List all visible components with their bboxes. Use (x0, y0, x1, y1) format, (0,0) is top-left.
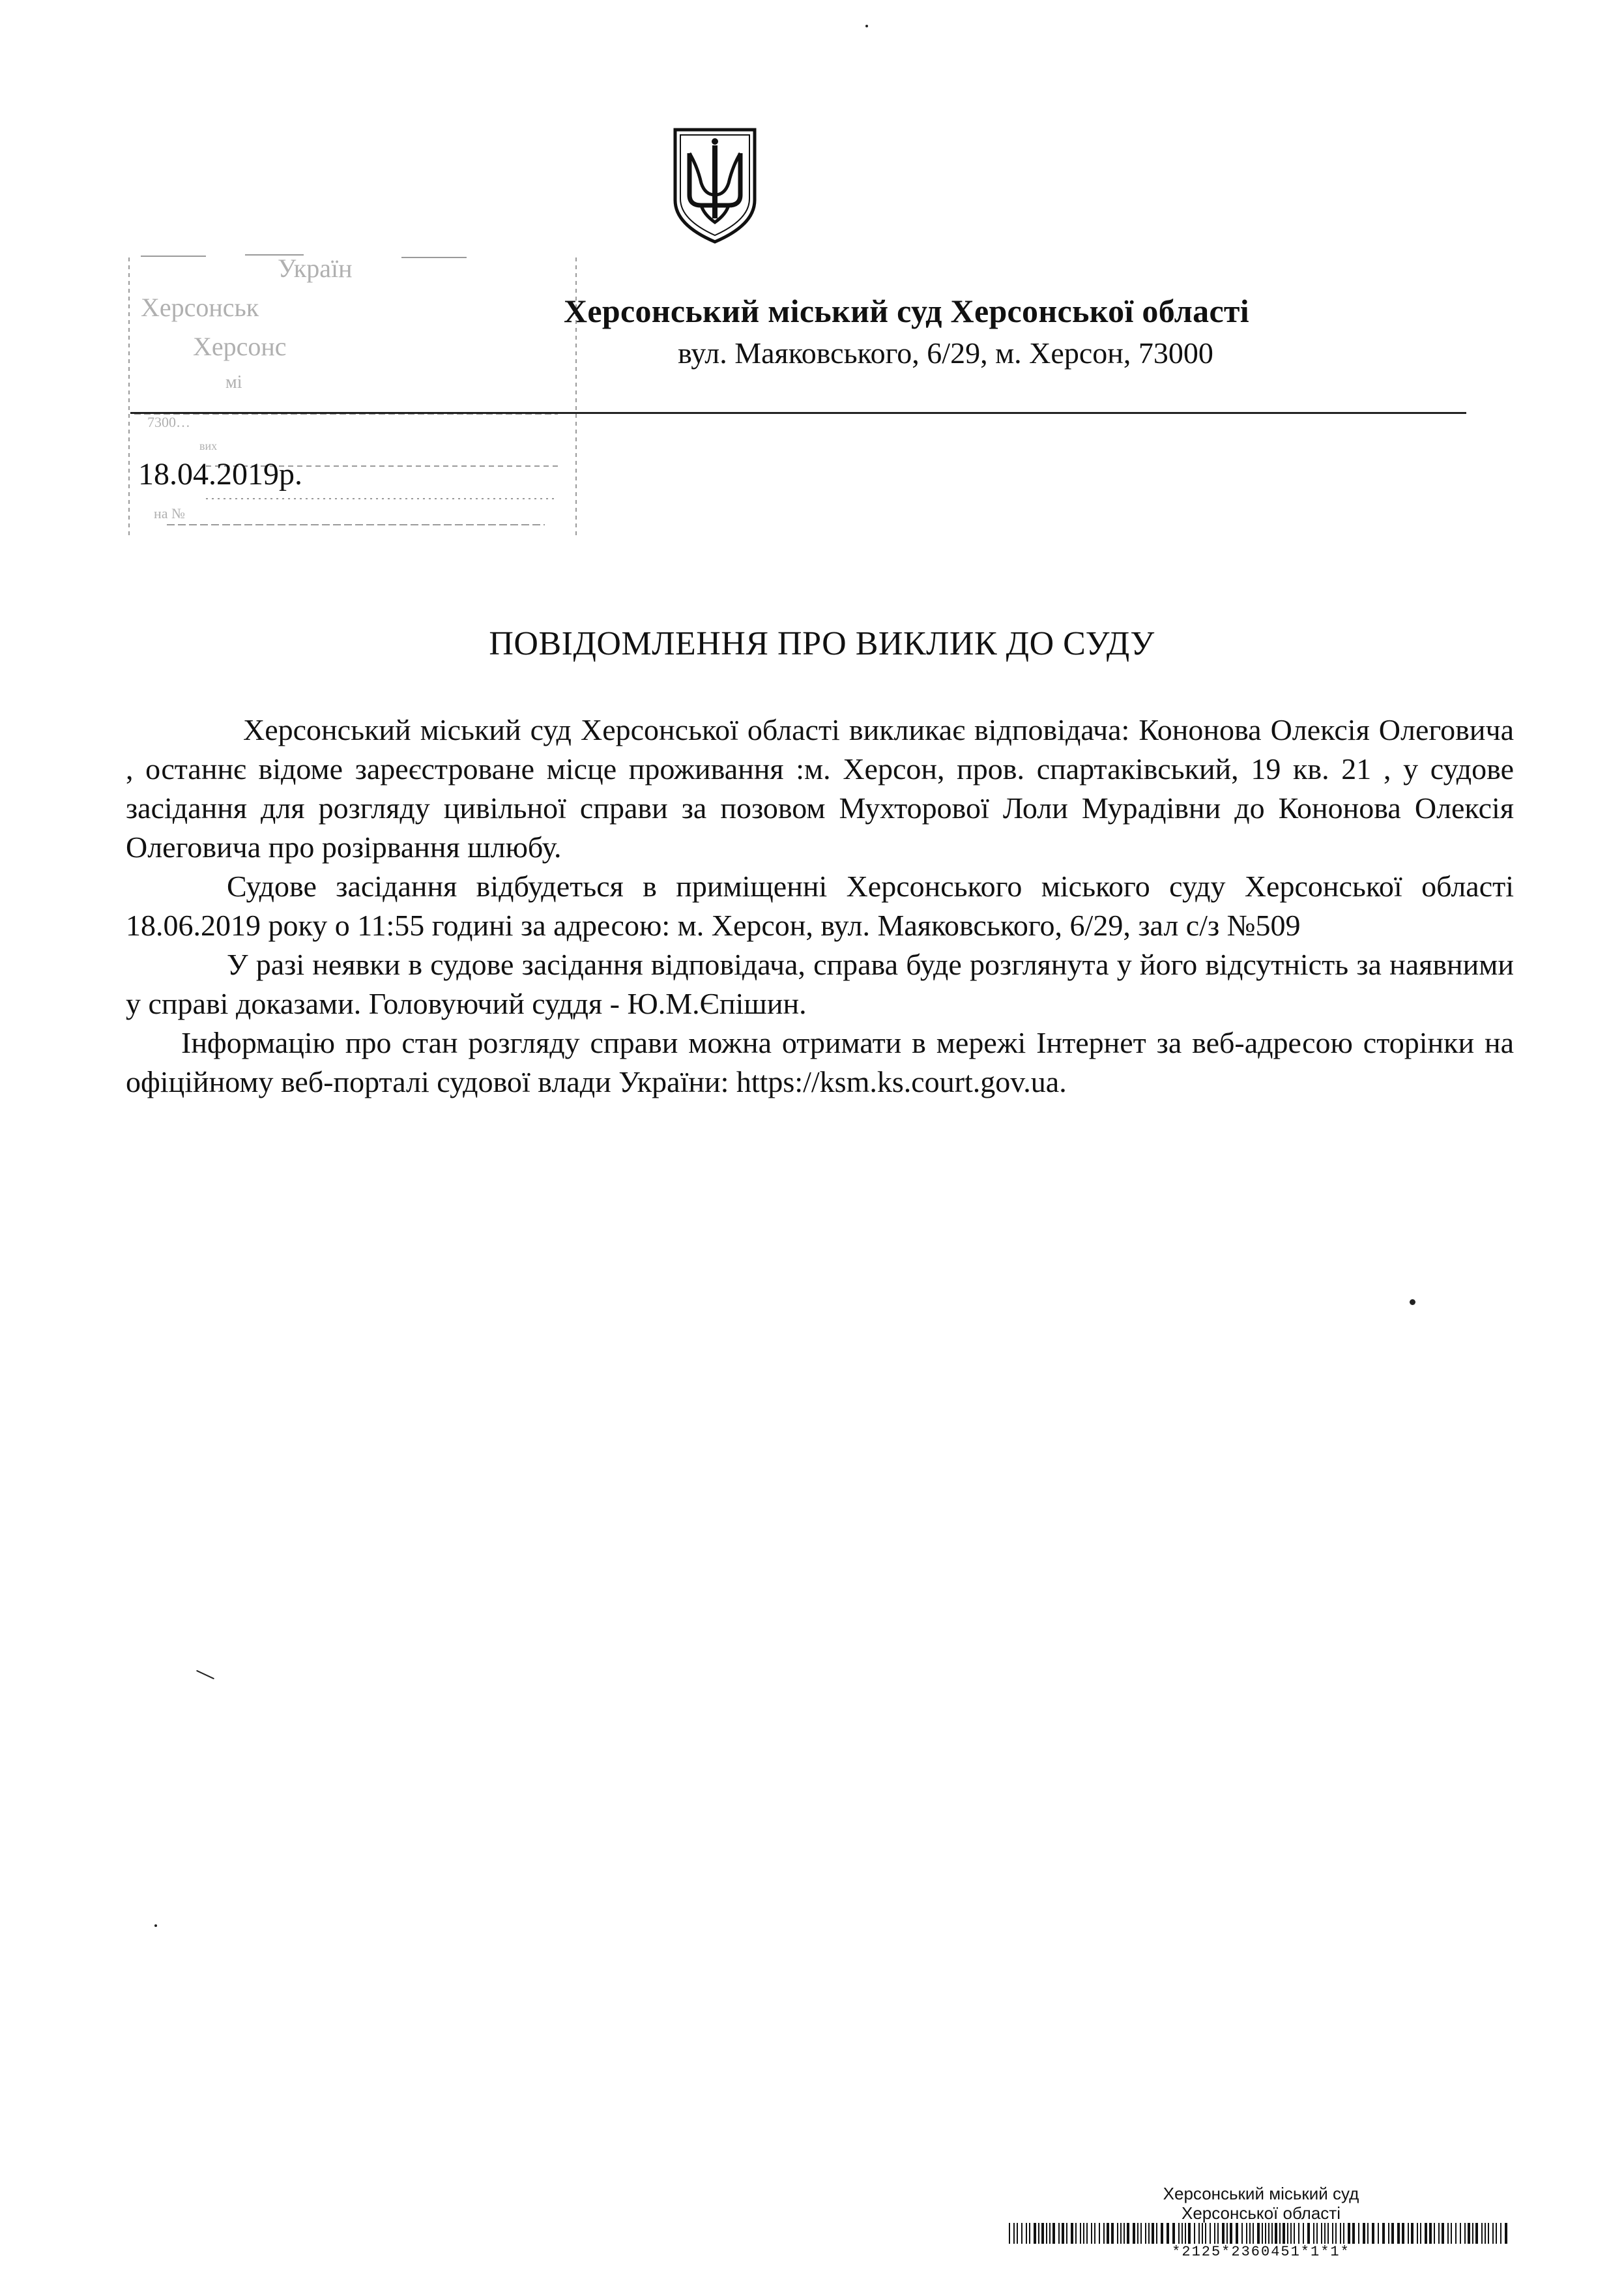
barcode-bar (1352, 2223, 1355, 2244)
scan-speck (154, 1924, 157, 1927)
barcode-bar (1472, 2223, 1473, 2244)
barcode-bar (1198, 2223, 1200, 2244)
trident-coat-of-arms-icon (671, 127, 759, 244)
barcode-text: *2125*2360451*1*1* (1172, 2244, 1350, 2259)
barcode-bar (1397, 2223, 1400, 2244)
barcode-bar (1348, 2223, 1350, 2244)
barcode-bar (1230, 2223, 1232, 2244)
svg-text:мі: мі (225, 372, 242, 392)
barcode-bar (1451, 2223, 1452, 2244)
barcode-bar (1442, 2223, 1444, 2244)
barcode-bar (1041, 2223, 1044, 2244)
barcode-bar (1172, 2223, 1175, 2244)
barcode-bar (1194, 2223, 1195, 2244)
barcode-bar (1178, 2223, 1180, 2244)
barcode-bar (1475, 2223, 1478, 2244)
barcode-bar (1009, 2223, 1010, 2244)
barcode-bar (1402, 2223, 1404, 2244)
barcode-bar (1500, 2223, 1501, 2244)
barcode-bar (1321, 2223, 1322, 2244)
barcode-bar (1210, 2223, 1211, 2244)
barcode-bar (1120, 2223, 1122, 2244)
barcode-bar (1492, 2223, 1494, 2244)
barcode-bar (1425, 2223, 1427, 2244)
scan-speck (196, 1670, 214, 1679)
barcode-bar (1013, 2223, 1015, 2244)
paragraph-summons: Херсонський міський суд Херсонської області викликає відповідача: Кононова Олексія Олеговича , останнє відоме зареєстроване місце проживання :м. Херсон, пров. спартаківський, 19 кв. 21 , у судове засідання для розгляду цивільної справи за позовом Мухторової Лоли Мурадівни до Кононова Олексія Олеговича про розірвання шлюбу. (126, 713, 1514, 864)
barcode-bar (1140, 2223, 1142, 2244)
barcode-bar (1420, 2223, 1421, 2244)
barcode-bar (1271, 2223, 1273, 2244)
barcode-bar (1086, 2223, 1088, 2244)
barcode-bar (1468, 2223, 1470, 2244)
barcode-bar (1343, 2223, 1344, 2244)
barcode-bar (1017, 2223, 1018, 2244)
barcode-bar (1127, 2223, 1129, 2244)
paragraph-info: Інформацію про стан розгляду справи можна отримати в мережі Інтернет за веб-адресою сторінки на офіційному веб-порталі судової влади України: https://ksm.ks.court.gov.ua. (126, 1026, 1514, 1098)
barcode-bar (1358, 2223, 1359, 2244)
barcode-bar (1279, 2223, 1281, 2244)
barcode-bar (1313, 2223, 1314, 2244)
barcode-bar (1021, 2223, 1022, 2244)
barcode-bar (1447, 2223, 1449, 2244)
barcode-bar (1265, 2223, 1266, 2244)
footer-court-region: Херсонської області (1182, 2203, 1341, 2223)
barcode-bar (1481, 2223, 1483, 2244)
barcode-bar (1388, 2223, 1389, 2244)
barcode-bar (1185, 2223, 1186, 2244)
paragraph-absence: У разі неявки в судове засідання відповідача, справа буде розглянута у його відсутність за наявними у справі доказами. Головуючий суддя - Ю.М.Єпішин. (126, 948, 1514, 1020)
barcode-bar (1241, 2223, 1243, 2244)
barcode-bar (1372, 2223, 1374, 2244)
barcode-bar (1058, 2223, 1060, 2244)
footer-court-name: Херсонський міський суд (1163, 2184, 1359, 2203)
barcode-bar (1417, 2223, 1418, 2244)
barcode-bar (1290, 2223, 1292, 2244)
barcode-bar (1152, 2223, 1154, 2244)
barcode-bar (1434, 2223, 1435, 2244)
barcode-bar (1268, 2223, 1269, 2244)
barcode-bar (1099, 2223, 1100, 2244)
barcode-bar (1034, 2223, 1036, 2244)
barcode-bar (1205, 2223, 1206, 2244)
barcode-bar (1408, 2223, 1409, 2244)
barcode-bar (1429, 2223, 1432, 2244)
barcode-bar (1464, 2223, 1466, 2244)
barcode-bar (1145, 2223, 1146, 2244)
barcode-bar (1249, 2223, 1251, 2244)
barcode-bar (1049, 2223, 1051, 2244)
barcode-bar (1460, 2223, 1461, 2244)
barcode-bar (1505, 2223, 1507, 2244)
barcode-bar (1083, 2223, 1084, 2244)
barcode-bar (1117, 2223, 1118, 2244)
barcode-bar (1411, 2223, 1414, 2244)
barcode-bar (1332, 2223, 1333, 2244)
barcode-bar (1246, 2223, 1247, 2244)
barcode-bar (1137, 2223, 1138, 2244)
barcode-bar (1124, 2223, 1125, 2244)
barcode-bar (1038, 2223, 1039, 2244)
barcode-bar (1327, 2223, 1329, 2244)
barcode-bar (1307, 2223, 1310, 2244)
barcode (1009, 2223, 1511, 2244)
barcode-bar (1316, 2223, 1318, 2244)
barcode-bar (1391, 2223, 1394, 2244)
barcode-bar (1026, 2223, 1027, 2244)
barcode-bar (1111, 2223, 1114, 2244)
barcode-bar (1324, 2223, 1326, 2244)
barcode-bar (1094, 2223, 1095, 2244)
barcode-bar (1052, 2223, 1055, 2244)
header-divider (130, 412, 1466, 414)
barcode-bar (1287, 2223, 1288, 2244)
barcode-bar (1156, 2223, 1157, 2244)
barcode-bar (1182, 2223, 1183, 2244)
svg-text:вих: вих (199, 439, 218, 452)
barcode-bar (1378, 2223, 1379, 2244)
paragraph-hearing: Судове засідання відбудеться в приміщенні Херсонського міського суду Херсонської області 18.06.2019 року о 11:55 годині за адресою: м. Херсон, вул. Маяковського, 6/29, зал с/з №509 (126, 870, 1514, 942)
barcode-bar (1340, 2223, 1341, 2244)
barcode-bar (1438, 2223, 1440, 2244)
barcode-bar (1133, 2223, 1135, 2244)
barcode-bar (1217, 2223, 1219, 2244)
barcode-bar (1294, 2223, 1295, 2244)
barcode-bar (1062, 2223, 1064, 2244)
barcode-bar (1253, 2223, 1254, 2244)
barcode-bar (1161, 2223, 1163, 2244)
barcode-bar (1262, 2223, 1263, 2244)
barcode-bar (1455, 2223, 1457, 2244)
barcode-bar (1107, 2223, 1109, 2244)
barcode-bar (1303, 2223, 1304, 2244)
barcode-bar (1091, 2223, 1092, 2244)
barcode-bar (1335, 2223, 1337, 2244)
barcode-bar (1075, 2223, 1077, 2244)
barcode-bar (1236, 2223, 1238, 2244)
scan-speck (865, 25, 868, 27)
svg-text:Херсонс: Херсонс (193, 332, 287, 361)
barcode-bar (1148, 2223, 1150, 2244)
barcode-bar (1214, 2223, 1215, 2244)
barcode-bar (1066, 2223, 1067, 2244)
barcode-bar (1080, 2223, 1081, 2244)
document-body (126, 711, 1514, 1102)
barcode-bar (1485, 2223, 1486, 2244)
barcode-bar (1071, 2223, 1073, 2244)
svg-text:Україн: Україн (278, 254, 353, 283)
barcode-bar (1103, 2223, 1105, 2244)
barcode-bar (1167, 2223, 1169, 2244)
barcode-bar (1275, 2223, 1277, 2244)
barcode-bar (1382, 2223, 1385, 2244)
barcode-bar (1046, 2223, 1047, 2244)
scan-speck (1410, 1299, 1415, 1305)
court-name: Херсонський міський суд Херсонської області (564, 293, 1249, 329)
court-address: вул. Маяковського, 6/29, м. Херсон, 73000 (678, 336, 1213, 370)
document-title: ПОВІДОМЛЕННЯ ПРО ВИКЛИК ДО СУДУ (489, 625, 1155, 662)
svg-text:на №: на № (154, 505, 186, 522)
barcode-bar (1222, 2223, 1225, 2244)
barcode-bar (1367, 2223, 1369, 2244)
barcode-bar (1029, 2223, 1030, 2244)
document-date: 18.04.2019р. (138, 457, 302, 492)
barcode-bar (1488, 2223, 1489, 2244)
barcode-bar (1226, 2223, 1228, 2244)
svg-text:7300…: 7300… (147, 414, 190, 430)
barcode-bar (1188, 2223, 1191, 2244)
barcode-bar (1298, 2223, 1299, 2244)
svg-text:Херсонськ: Херсонськ (141, 293, 259, 322)
barcode-bar (1257, 2223, 1260, 2244)
barcode-bar (1202, 2223, 1203, 2244)
barcode-bar (1283, 2223, 1285, 2244)
barcode-bar (1496, 2223, 1497, 2244)
barcode-bar (1363, 2223, 1365, 2244)
